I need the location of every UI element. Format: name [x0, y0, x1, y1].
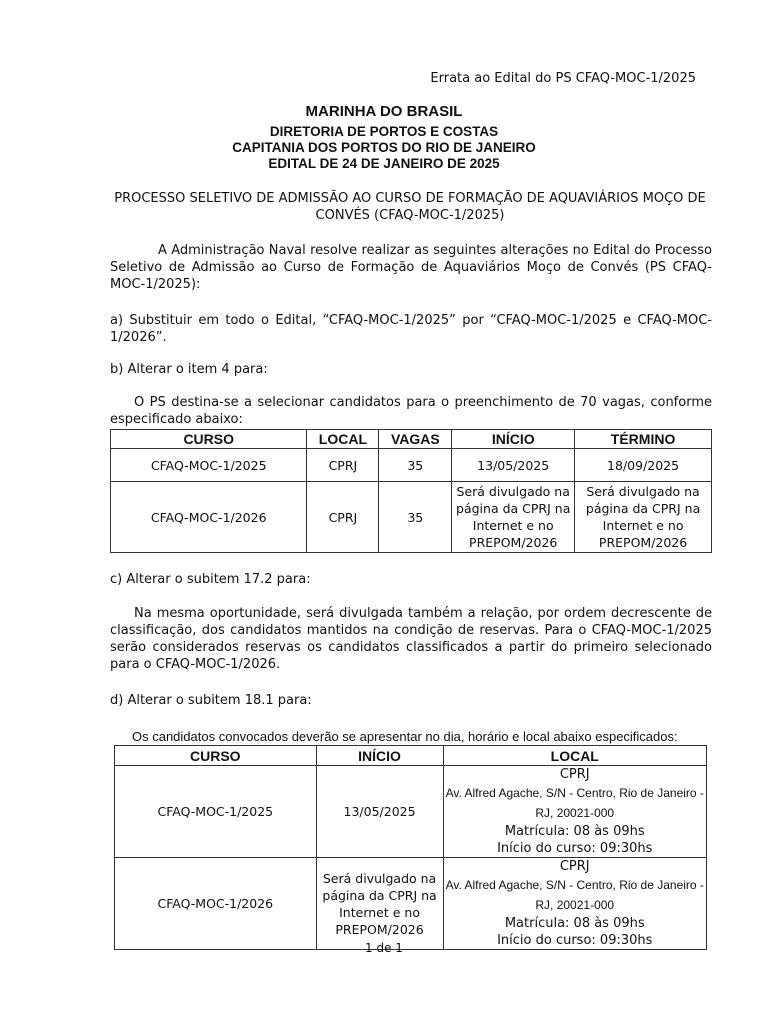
page-number: 1 de 1: [365, 941, 403, 955]
col-header-inicio: INÍCIO: [452, 430, 575, 449]
course-start-time: Início do curso: 09:30hs: [497, 841, 653, 856]
unit-title: CAPITANIA DOS PORTOS DO RIO DE JANEIRO: [232, 140, 536, 155]
vacancies-table: [110, 429, 712, 553]
col-header-termino: TÉRMINO: [575, 430, 712, 449]
table-cell: 13/05/2025: [316, 766, 443, 858]
table-row: [111, 449, 712, 482]
location-address: Av. Alfred Agache, S/N - Centro, Rio de Janeiro - RJ, 20021-000: [445, 786, 704, 820]
table-row: [115, 766, 707, 858]
location-name: CPRJ: [559, 767, 590, 782]
enrollment-time: Matrícula: 08 às 09hs: [504, 916, 645, 931]
table-cell: Será divulgado na página da CPRJ na Internet e no PREPOM/2026: [316, 858, 443, 950]
process-subtitle: PROCESSO SELETIVO DE ADMISSÃO AO CURSO DE FORMAÇÃO DE AQUAVIÁRIOS MOÇO DE CONVÉS (CFAQ-MOC-1/2025): [114, 191, 706, 223]
table-header-row: [111, 430, 712, 449]
col-header-curso: CURSO: [115, 746, 317, 766]
location-address: Av. Alfred Agache, S/N - Centro, Rio de Janeiro - RJ, 20021-000: [445, 878, 704, 912]
table-cell: CFAQ-MOC-1/2026: [115, 858, 317, 950]
col-header-curso: CURSO: [111, 430, 307, 449]
location-cell: [443, 766, 707, 858]
item-c-paragraph: c) Alterar o subitem 17.2 para:: [110, 572, 311, 587]
dept-title: DIRETORIA DE PORTOS E COSTAS: [269, 124, 499, 139]
table-cell: 13/05/2025: [452, 449, 575, 482]
table-cell: CPRJ: [307, 482, 379, 553]
item-a-paragraph: a) Substituir em todo o Edital, “CFAQ-MOC-1/2025” por “CFAQ-MOC-1/2025 e CFAQ-MOC-1/2026”.: [110, 313, 712, 345]
course-start-time: Início do curso: 09:30hs: [497, 933, 653, 948]
enrollment-time: Matrícula: 08 às 09hs: [504, 824, 645, 839]
item-d-paragraph: d) Alterar o subitem 18.1 para:: [110, 693, 312, 708]
table-cell: CFAQ-MOC-1/2025: [111, 449, 307, 482]
reserves-paragraph: Na mesma oportunidade, será divulgada também a relação, por ordem decrescente de classificação, dos candidatos mantidos na condição de reservas. Para o CFAQ-MOC-1/2025 serão considerados reservas os candidatos classificados a partir do primeiro selecionado para o CFAQ-MOC-1/2026.: [110, 606, 712, 672]
col-header-inicio: INÍCIO: [316, 746, 443, 766]
location-cell: [443, 858, 707, 950]
col-header-local: LOCAL: [307, 430, 379, 449]
intro-paragraph: A Administração Naval resolve realizar as seguintes alterações no Edital do Processo Seletivo de Admissão ao Curso de Formação de Aquaviários Moço de Convés (PS CFAQ-MOC-1/2025):: [110, 243, 712, 292]
table-row: [115, 858, 707, 950]
table-cell: 35: [379, 482, 452, 553]
table-cell: 18/09/2025: [575, 449, 712, 482]
table-cell: Será divulgado na página da CPRJ na Internet e no PREPOM/2026: [452, 482, 575, 553]
table-cell: Será divulgado na página da CPRJ na Internet e no PREPOM/2026: [575, 482, 712, 553]
convocation-paragraph: Os candidatos convocados deverão se apresentar no dia, horário e local abaixo especificados:: [132, 729, 678, 744]
table-cell: CFAQ-MOC-1/2026: [111, 482, 307, 553]
org-title: MARINHA DO BRASIL: [305, 103, 463, 120]
table-cell: CFAQ-MOC-1/2025: [115, 766, 317, 858]
table-row: [111, 482, 712, 553]
errata-label: Errata ao Edital do PS CFAQ-MOC-1/2025: [430, 71, 696, 86]
item-b-paragraph: b) Alterar o item 4 para:: [110, 362, 268, 377]
col-header-local: LOCAL: [443, 746, 707, 766]
table-cell: CPRJ: [307, 449, 379, 482]
table-header-row: [115, 746, 707, 766]
ps-paragraph: O PS destina-se a selecionar candidatos para o preenchimento de 70 vagas, conforme especificado abaixo:: [110, 395, 712, 427]
schedule-table: [114, 745, 707, 950]
col-header-vagas: VAGAS: [379, 430, 452, 449]
location-name: CPRJ: [559, 859, 590, 874]
table-cell: 35: [379, 449, 452, 482]
edital-title: EDITAL DE 24 DE JANEIRO DE 2025: [268, 156, 500, 171]
